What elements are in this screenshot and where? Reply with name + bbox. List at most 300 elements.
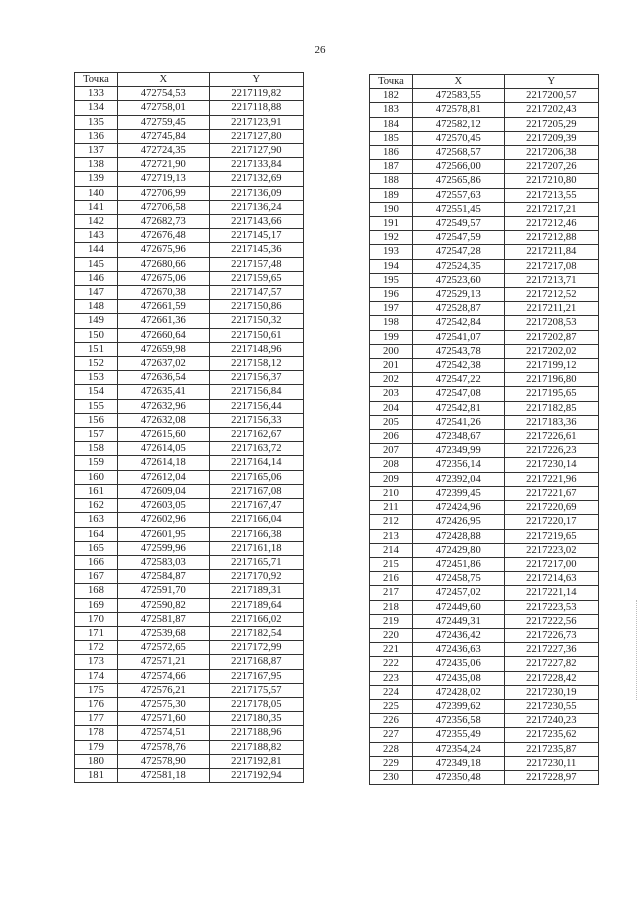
table-row <box>370 146 599 160</box>
header-y: Y <box>209 73 303 87</box>
cell-y: 2217150,32 <box>209 314 303 328</box>
table-row <box>370 202 599 216</box>
cell-point: 183 <box>370 103 413 117</box>
cell-x: 472719,13 <box>117 172 209 186</box>
table-row <box>370 359 599 373</box>
cell-y: 2217133,84 <box>209 158 303 172</box>
cell-point: 158 <box>75 442 118 456</box>
header-point: Точка <box>75 73 118 87</box>
table-row <box>370 657 599 671</box>
cell-point: 216 <box>370 572 413 586</box>
cell-x: 472572,65 <box>117 641 209 655</box>
table-row <box>75 158 304 172</box>
cell-y: 2217226,73 <box>504 628 598 642</box>
cell-x: 472602,96 <box>117 513 209 527</box>
cell-point: 147 <box>75 286 118 300</box>
table-row <box>370 245 599 259</box>
cell-y: 2217214,63 <box>504 572 598 586</box>
cell-y: 2217217,00 <box>504 557 598 571</box>
cell-y: 2217226,23 <box>504 444 598 458</box>
table-row <box>370 699 599 713</box>
cell-x: 472435,06 <box>412 657 504 671</box>
cell-x: 472583,55 <box>412 89 504 103</box>
cell-y: 2217164,14 <box>209 456 303 470</box>
cell-x: 472541,26 <box>412 415 504 429</box>
cell-point: 211 <box>370 501 413 515</box>
cell-y: 2217119,82 <box>209 87 303 101</box>
cell-y: 2217178,05 <box>209 697 303 711</box>
cell-y: 2217240,23 <box>504 714 598 728</box>
table-row <box>75 200 304 214</box>
cell-point: 193 <box>370 245 413 259</box>
table-row <box>370 330 599 344</box>
table-row <box>370 643 599 657</box>
cell-point: 144 <box>75 243 118 257</box>
cell-y: 2217195,65 <box>504 387 598 401</box>
cell-point: 160 <box>75 470 118 484</box>
table-row <box>75 385 304 399</box>
cell-x: 472574,51 <box>117 726 209 740</box>
cell-point: 196 <box>370 288 413 302</box>
cell-y: 2217219,65 <box>504 529 598 543</box>
cell-x: 472706,58 <box>117 200 209 214</box>
cell-point: 220 <box>370 628 413 642</box>
cell-point: 221 <box>370 643 413 657</box>
cell-y: 2217165,71 <box>209 555 303 569</box>
cell-y: 2217167,47 <box>209 499 303 513</box>
cell-y: 2217172,99 <box>209 641 303 655</box>
table-row <box>370 614 599 628</box>
table-row <box>75 257 304 271</box>
cell-y: 2217202,87 <box>504 330 598 344</box>
cell-y: 2217217,08 <box>504 259 598 273</box>
cell-x: 472428,02 <box>412 685 504 699</box>
cell-y: 2217156,37 <box>209 371 303 385</box>
cell-point: 139 <box>75 172 118 186</box>
cell-y: 2217235,87 <box>504 742 598 756</box>
table-row <box>370 259 599 273</box>
cell-y: 2217192,94 <box>209 768 303 782</box>
coordinates-table-right <box>369 74 599 785</box>
table-row <box>75 740 304 754</box>
cell-y: 2217167,95 <box>209 669 303 683</box>
cell-point: 152 <box>75 357 118 371</box>
cell-x: 472424,96 <box>412 501 504 515</box>
cell-x: 472392,04 <box>412 472 504 486</box>
cell-x: 472721,90 <box>117 158 209 172</box>
cell-x: 472614,18 <box>117 456 209 470</box>
cell-point: 192 <box>370 231 413 245</box>
cell-y: 2217189,31 <box>209 584 303 598</box>
cell-x: 472566,00 <box>412 160 504 174</box>
cell-point: 165 <box>75 541 118 555</box>
table-row <box>75 484 304 498</box>
cell-y: 2217213,55 <box>504 188 598 202</box>
cell-x: 472578,90 <box>117 754 209 768</box>
cell-point: 189 <box>370 188 413 202</box>
cell-x: 472661,59 <box>117 300 209 314</box>
cell-y: 2217170,92 <box>209 570 303 584</box>
cell-x: 472539,68 <box>117 626 209 640</box>
cell-point: 213 <box>370 529 413 543</box>
table-row <box>370 174 599 188</box>
cell-y: 2217228,42 <box>504 671 598 685</box>
table-row <box>370 188 599 202</box>
cell-y: 2217205,29 <box>504 117 598 131</box>
table-row <box>370 217 599 231</box>
cell-x: 472614,05 <box>117 442 209 456</box>
cell-x: 472675,96 <box>117 243 209 257</box>
table-row <box>75 300 304 314</box>
cell-y: 2217163,72 <box>209 442 303 456</box>
cell-point: 228 <box>370 742 413 756</box>
cell-y: 2217230,55 <box>504 699 598 713</box>
cell-y: 2217222,56 <box>504 614 598 628</box>
cell-y: 2217136,09 <box>209 186 303 200</box>
cell-x: 472547,59 <box>412 231 504 245</box>
cell-point: 175 <box>75 683 118 697</box>
cell-point: 222 <box>370 657 413 671</box>
cell-x: 472661,36 <box>117 314 209 328</box>
cell-x: 472637,02 <box>117 357 209 371</box>
cell-point: 167 <box>75 570 118 584</box>
cell-x: 472682,73 <box>117 215 209 229</box>
table-row <box>75 172 304 186</box>
cell-point: 137 <box>75 144 118 158</box>
cell-x: 472615,60 <box>117 428 209 442</box>
cell-point: 188 <box>370 174 413 188</box>
header-x: X <box>412 75 504 89</box>
table-row <box>75 286 304 300</box>
table-row <box>75 129 304 143</box>
table-row <box>75 215 304 229</box>
table-row <box>75 499 304 513</box>
cell-point: 206 <box>370 430 413 444</box>
cell-y: 2217161,18 <box>209 541 303 555</box>
cell-y: 2217213,71 <box>504 273 598 287</box>
table-row <box>75 683 304 697</box>
cell-y: 2217156,33 <box>209 413 303 427</box>
cell-point: 145 <box>75 257 118 271</box>
cell-point: 217 <box>370 586 413 600</box>
cell-point: 178 <box>75 726 118 740</box>
header-x: X <box>117 73 209 87</box>
cell-x: 472529,13 <box>412 288 504 302</box>
cell-y: 2217147,57 <box>209 286 303 300</box>
table-row <box>75 87 304 101</box>
cell-y: 2217226,61 <box>504 430 598 444</box>
scan-edge-mark <box>636 600 638 700</box>
table-row <box>75 726 304 740</box>
table-row <box>75 115 304 129</box>
cell-x: 472601,95 <box>117 527 209 541</box>
cell-point: 190 <box>370 202 413 216</box>
cell-point: 199 <box>370 330 413 344</box>
cell-x: 472670,38 <box>117 286 209 300</box>
table-row <box>370 316 599 330</box>
cell-x: 472599,96 <box>117 541 209 555</box>
cell-point: 179 <box>75 740 118 754</box>
table-row <box>75 186 304 200</box>
header-point: Точка <box>370 75 413 89</box>
cell-point: 136 <box>75 129 118 143</box>
cell-x: 472435,08 <box>412 671 504 685</box>
cell-x: 472576,21 <box>117 683 209 697</box>
cell-x: 472356,14 <box>412 458 504 472</box>
cell-point: 225 <box>370 699 413 713</box>
table-row <box>75 442 304 456</box>
cell-point: 148 <box>75 300 118 314</box>
table-row <box>75 712 304 726</box>
table-row <box>370 685 599 699</box>
cell-y: 2217209,39 <box>504 131 598 145</box>
cell-y: 2217188,96 <box>209 726 303 740</box>
cell-x: 472574,66 <box>117 669 209 683</box>
cell-y: 2217202,02 <box>504 344 598 358</box>
cell-y: 2217148,96 <box>209 342 303 356</box>
table-row <box>370 288 599 302</box>
cell-x: 472449,60 <box>412 600 504 614</box>
cell-y: 2217196,80 <box>504 373 598 387</box>
cell-point: 187 <box>370 160 413 174</box>
table-row <box>370 770 599 784</box>
cell-point: 168 <box>75 584 118 598</box>
cell-point: 197 <box>370 302 413 316</box>
cell-x: 472635,41 <box>117 385 209 399</box>
table-row <box>370 543 599 557</box>
cell-x: 472551,45 <box>412 202 504 216</box>
cell-y: 2217211,84 <box>504 245 598 259</box>
cell-y: 2217136,24 <box>209 200 303 214</box>
cell-x: 472451,86 <box>412 557 504 571</box>
table-row <box>75 413 304 427</box>
cell-y: 2217221,67 <box>504 486 598 500</box>
cell-point: 146 <box>75 271 118 285</box>
cell-y: 2217235,62 <box>504 728 598 742</box>
cell-point: 209 <box>370 472 413 486</box>
cell-x: 472603,05 <box>117 499 209 513</box>
cell-point: 205 <box>370 415 413 429</box>
cell-y: 2217123,91 <box>209 115 303 129</box>
table-row <box>370 515 599 529</box>
table-row <box>75 768 304 782</box>
table-row <box>370 486 599 500</box>
cell-point: 203 <box>370 387 413 401</box>
cell-point: 155 <box>75 399 118 413</box>
cell-x: 472356,58 <box>412 714 504 728</box>
cell-point: 207 <box>370 444 413 458</box>
cell-x: 472575,30 <box>117 697 209 711</box>
table-row <box>370 430 599 444</box>
cell-x: 472571,21 <box>117 655 209 669</box>
cell-x: 472568,57 <box>412 146 504 160</box>
cell-point: 195 <box>370 273 413 287</box>
cell-y: 2217156,84 <box>209 385 303 399</box>
table-row <box>75 527 304 541</box>
cell-x: 472660,64 <box>117 328 209 342</box>
cell-x: 472570,45 <box>412 131 504 145</box>
cell-x: 472399,62 <box>412 699 504 713</box>
table-row <box>370 742 599 756</box>
cell-y: 2217230,14 <box>504 458 598 472</box>
cell-point: 166 <box>75 555 118 569</box>
cell-y: 2217145,17 <box>209 229 303 243</box>
cell-x: 472632,08 <box>117 413 209 427</box>
table-row <box>370 728 599 742</box>
cell-y: 2217212,52 <box>504 288 598 302</box>
cell-x: 472582,12 <box>412 117 504 131</box>
table-row <box>370 586 599 600</box>
cell-point: 184 <box>370 117 413 131</box>
cell-x: 472436,42 <box>412 628 504 642</box>
table-row <box>75 555 304 569</box>
cell-y: 2217175,57 <box>209 683 303 697</box>
cell-point: 182 <box>370 89 413 103</box>
cell-x: 472348,67 <box>412 430 504 444</box>
table-row <box>370 529 599 543</box>
cell-x: 472547,08 <box>412 387 504 401</box>
cell-y: 2217158,12 <box>209 357 303 371</box>
cell-point: 159 <box>75 456 118 470</box>
table-row <box>75 626 304 640</box>
table-row <box>370 89 599 103</box>
cell-point: 154 <box>75 385 118 399</box>
table-row <box>75 541 304 555</box>
cell-x: 472675,06 <box>117 271 209 285</box>
cell-point: 133 <box>75 87 118 101</box>
cell-x: 472426,95 <box>412 515 504 529</box>
table-row <box>75 342 304 356</box>
cell-point: 180 <box>75 754 118 768</box>
table-row <box>370 344 599 358</box>
cell-y: 2217212,46 <box>504 217 598 231</box>
cell-y: 2217132,69 <box>209 172 303 186</box>
cell-point: 157 <box>75 428 118 442</box>
cell-x: 472549,57 <box>412 217 504 231</box>
table-header-row <box>370 75 599 89</box>
cell-y: 2217150,61 <box>209 328 303 342</box>
cell-x: 472428,88 <box>412 529 504 543</box>
cell-y: 2217199,12 <box>504 359 598 373</box>
table-row <box>75 101 304 115</box>
cell-y: 2217188,82 <box>209 740 303 754</box>
cell-y: 2217159,65 <box>209 271 303 285</box>
cell-y: 2217230,19 <box>504 685 598 699</box>
table-row <box>370 160 599 174</box>
cell-y: 2217145,36 <box>209 243 303 257</box>
cell-point: 162 <box>75 499 118 513</box>
cell-point: 202 <box>370 373 413 387</box>
cell-point: 215 <box>370 557 413 571</box>
cell-point: 224 <box>370 685 413 699</box>
table-row <box>75 428 304 442</box>
cell-point: 186 <box>370 146 413 160</box>
cell-y: 2217220,69 <box>504 501 598 515</box>
cell-point: 170 <box>75 612 118 626</box>
cell-point: 198 <box>370 316 413 330</box>
cell-x: 472355,49 <box>412 728 504 742</box>
cell-y: 2217157,48 <box>209 257 303 271</box>
cell-y: 2217118,88 <box>209 101 303 115</box>
cell-y: 2217202,43 <box>504 103 598 117</box>
cell-point: 219 <box>370 614 413 628</box>
cell-point: 229 <box>370 756 413 770</box>
table-row <box>370 557 599 571</box>
cell-point: 223 <box>370 671 413 685</box>
cell-x: 472578,76 <box>117 740 209 754</box>
cell-x: 472542,84 <box>412 316 504 330</box>
cell-y: 2217211,21 <box>504 302 598 316</box>
cell-y: 2217192,81 <box>209 754 303 768</box>
cell-point: 151 <box>75 342 118 356</box>
table-row <box>75 328 304 342</box>
table-header-row <box>75 73 304 87</box>
cell-point: 161 <box>75 484 118 498</box>
cell-y: 2217167,08 <box>209 484 303 498</box>
table-row <box>75 144 304 158</box>
cell-y: 2217150,86 <box>209 300 303 314</box>
cell-point: 181 <box>75 768 118 782</box>
table-row <box>370 714 599 728</box>
cell-point: 149 <box>75 314 118 328</box>
table-row <box>370 401 599 415</box>
cell-point: 134 <box>75 101 118 115</box>
cell-point: 138 <box>75 158 118 172</box>
cell-x: 472449,31 <box>412 614 504 628</box>
cell-x: 472349,99 <box>412 444 504 458</box>
cell-y: 2217183,36 <box>504 415 598 429</box>
cell-point: 135 <box>75 115 118 129</box>
table-row <box>370 600 599 614</box>
cell-point: 173 <box>75 655 118 669</box>
table-row <box>75 669 304 683</box>
cell-x: 472349,18 <box>412 756 504 770</box>
cell-y: 2217165,06 <box>209 470 303 484</box>
cell-point: 143 <box>75 229 118 243</box>
cell-x: 472542,81 <box>412 401 504 415</box>
cell-point: 214 <box>370 543 413 557</box>
cell-x: 472632,96 <box>117 399 209 413</box>
table-row <box>75 513 304 527</box>
cell-x: 472458,75 <box>412 572 504 586</box>
table-row <box>75 243 304 257</box>
cell-x: 472399,45 <box>412 486 504 500</box>
table-row <box>370 572 599 586</box>
table-row <box>370 302 599 316</box>
cell-x: 472581,87 <box>117 612 209 626</box>
cell-point: 212 <box>370 515 413 529</box>
table-row <box>370 501 599 515</box>
cell-x: 472584,87 <box>117 570 209 584</box>
table-row <box>75 570 304 584</box>
cell-point: 208 <box>370 458 413 472</box>
cell-point: 200 <box>370 344 413 358</box>
cell-x: 472543,78 <box>412 344 504 358</box>
cell-y: 2217221,96 <box>504 472 598 486</box>
header-y: Y <box>504 75 598 89</box>
cell-x: 472429,80 <box>412 543 504 557</box>
cell-x: 472659,98 <box>117 342 209 356</box>
cell-x: 472590,82 <box>117 598 209 612</box>
cell-y: 2217220,17 <box>504 515 598 529</box>
table-row <box>370 415 599 429</box>
cell-point: 185 <box>370 131 413 145</box>
cell-x: 472636,54 <box>117 371 209 385</box>
cell-point: 169 <box>75 598 118 612</box>
table-row <box>75 229 304 243</box>
cell-point: 150 <box>75 328 118 342</box>
cell-y: 2217212,88 <box>504 231 598 245</box>
